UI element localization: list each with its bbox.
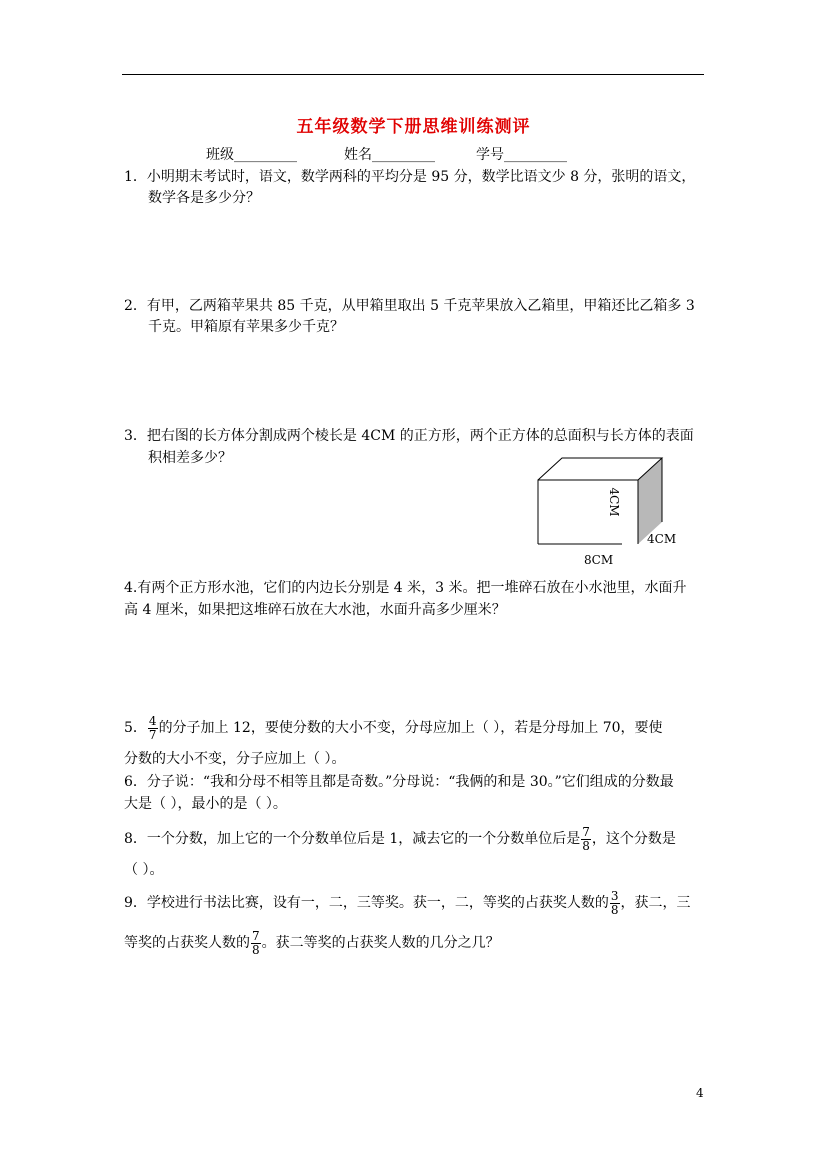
question-4-line-2: 高 4 厘米，如果把这堆碎石放在大水池，水面升高多少厘米？: [124, 602, 506, 618]
question-8-text: 8．一个分数，加上它的一个分数单位后是 1，减去它的一个分数单位后是: [124, 831, 581, 847]
question-2-line-2: 千克。甲箱原有苹果多少千克？: [148, 319, 344, 335]
figure-height-label: 4CM: [607, 487, 621, 517]
question-4-line-1: 4.有两个正方形水池，它们的内边长分别是 4 米，3 米。把一堆碎石放在小水池里，水面升: [124, 580, 687, 596]
page-title: 五年级数学下册思维训练测评: [296, 117, 531, 137]
question-1-line-1: 1．小明期末考试时，语文，数学两科的平均分是 95 分，数学比语文少 8 分，张明的语文，: [124, 169, 696, 185]
question-6-line-1: 6．分子说：“我和分母不相等且都是奇数。”分母说：“我俩的和是 30。”它们组成的分数最: [124, 774, 674, 790]
student-id-field: 学号_________: [476, 147, 567, 163]
question-1-line-2: 数学各是多少分？: [148, 190, 260, 206]
question-9-line-2-text: 等奖的占获奖人数的: [124, 935, 250, 951]
figure-depth-label: 4CM: [647, 532, 677, 546]
question-3-line-1: 3．把右图的长方体分割成两个棱长是 4CM 的正方形，两个正方体的总面积与长方体的表面: [124, 428, 694, 444]
fraction-denominator: 8: [252, 942, 260, 957]
fraction-4-7: [148, 715, 158, 742]
cuboid-figure: [530, 452, 690, 572]
fraction-denominator: 8: [582, 838, 590, 853]
page-number: 4: [696, 1086, 704, 1100]
question-2-line-1: 2．有甲，乙两箱苹果共 85 千克，从甲箱里取出 5 千克苹果放入乙箱里，甲箱还比乙箱多 3: [124, 298, 695, 314]
question-9-line-2: [124, 926, 500, 960]
question-6-line-2: 大是（ ），最小的是（ ）。: [124, 796, 287, 812]
fraction-denominator: 7: [148, 727, 157, 742]
fraction-7-8-second: [251, 930, 261, 957]
fraction-numerator: 4: [148, 713, 157, 728]
header-rule: [122, 74, 704, 75]
name-field: 姓名_________: [344, 147, 435, 163]
fraction-3-8: [610, 890, 620, 917]
class-field: 班级_________: [206, 147, 297, 163]
fraction-numerator: 3: [610, 888, 619, 903]
question-9-line-1: [124, 886, 691, 920]
question-9-text-end: ，获二，三: [620, 895, 691, 911]
question-9-text: 9．学校进行书法比赛，设有一，二，三等奖。获一，二，等奖的占获奖人数的: [124, 895, 609, 911]
question-9-line-2-end: 。获二等奖的占获奖人数的几分之几？: [261, 935, 500, 951]
question-8-line-2: （ ）。: [124, 862, 164, 878]
fraction-7-8: [581, 826, 591, 853]
fraction-numerator: 7: [582, 824, 590, 839]
fraction-numerator: 7: [252, 928, 260, 943]
question-8-line-1: [124, 822, 676, 856]
figure-length-label: 8CM: [584, 553, 614, 567]
question-5-line-1: [124, 713, 663, 743]
question-5-line-2: 分数的大小不变，分子应加上（ ）。: [124, 751, 346, 767]
question-3-line-2: 积相差多少？: [148, 450, 232, 466]
fraction-denominator: 8: [610, 902, 619, 917]
question-5-text: 的分子加上 12，要使分数的大小不变，分母应加上（ ），若是分母加上 70，要使: [158, 720, 663, 736]
question-5-prefix: 5．: [124, 720, 147, 736]
question-8-text-end: ，这个分数是: [591, 831, 676, 847]
